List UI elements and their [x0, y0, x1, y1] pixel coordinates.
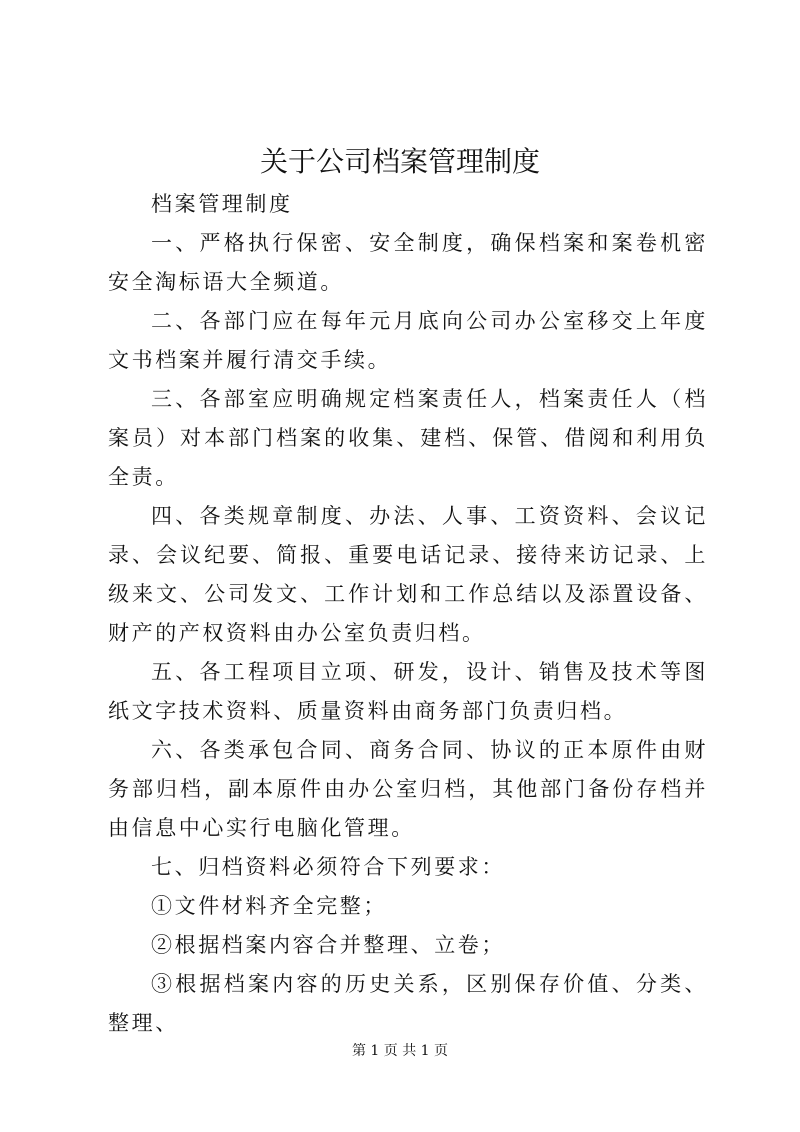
paragraph-item-5: 五、各工程项目立项、研发，设计、销售及技术等图纸文字技术资料、质量资料由商务部门负责归档。	[108, 660, 708, 723]
document-body	[108, 185, 708, 1043]
paragraph-item-7: 七、归档资料必须符合下列要求：	[151, 855, 505, 879]
paragraph-item-1: 一、严格执行保密、安全制度，确保档案和案卷机密安全淘标语大全频道。	[108, 231, 708, 294]
requirement-item-2: ②根据档案内容合并整理、立卷；	[151, 933, 505, 957]
document-title: 关于公司档案管理制度	[259, 145, 540, 178]
paragraph-item-4: 四、各类规章制度、办法、人事、工资资料、会议记录、会议纪要、简报、重要电话记录、接待来访记录、上级来文、公司发文、工作计划和工作总结以及添置设备、财产的产权资料由办公室负责归档。	[108, 504, 708, 645]
paragraph-item-3: 三、各部室应明确规定档案责任人，档案责任人（档案员）对本部门档案的收集、建档、保管、借阅和利用负全责。	[108, 387, 708, 489]
paragraph-item-6: 六、各类承包合同、商务合同、协议的正本原件由财务部归档，副本原件由办公室归档，其他部门备份存档并由信息中心实行电脑化管理。	[108, 738, 708, 840]
requirement-item-1: ①文件材料齐全完整；	[151, 894, 387, 918]
requirement-item-3: ③根据档案内容的历史关系，区别保存价值、分类、整理、	[108, 972, 708, 1035]
paragraph-heading: 档案管理制度	[151, 192, 293, 216]
page-footer: 第 1 页 共 1 页	[351, 1043, 449, 1059]
paragraph-item-2: 二、各部门应在每年元月底向公司办公室移交上年度文书档案并履行清交手续。	[108, 309, 708, 372]
